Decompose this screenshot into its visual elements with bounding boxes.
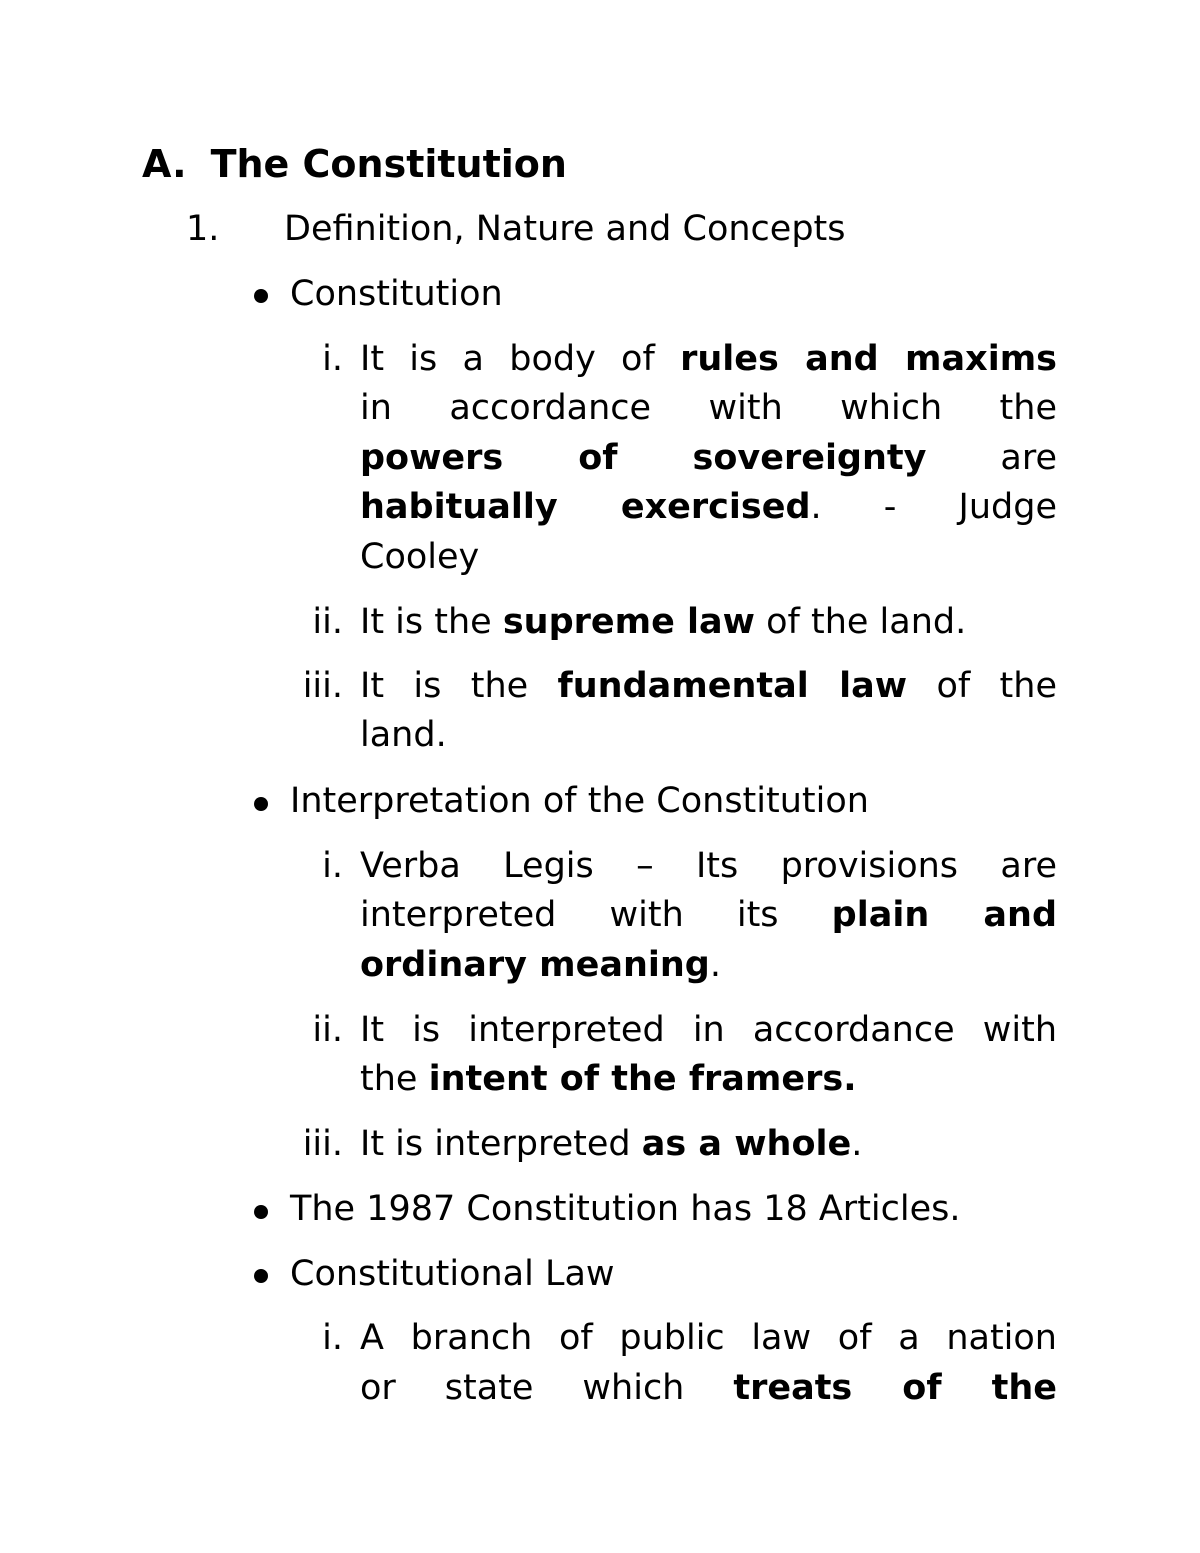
subsection-title: Definition, Nature and Concepts — [284, 209, 846, 249]
list-item-line: the intent of the framers. — [360, 1059, 857, 1099]
list-item-line: It is interpreted as a whole. — [360, 1124, 863, 1164]
list-item-line: It is the fundamental law of the — [360, 666, 1057, 706]
bullet-dot — [254, 1269, 268, 1283]
list-item-line: land. — [360, 715, 447, 755]
list-item-line: in accordance with which the — [360, 388, 1057, 428]
section-letter: A. — [142, 142, 187, 186]
list-item-line: A branch of public law of a nation — [360, 1318, 1057, 1358]
list-item-line: Cooley — [360, 537, 480, 577]
list-item-line: It is the supreme law of the land. — [360, 602, 967, 642]
list-item-line: Verba Legis – Its provisions are — [360, 846, 1057, 886]
list-item-line: habitually exercised. - Judge — [360, 487, 1057, 527]
bullet-dot — [254, 797, 268, 811]
list-item-line: or state which treats of the — [360, 1368, 1057, 1408]
list-item-line: It is interpreted in accordance with — [360, 1010, 1057, 1050]
bullet-dot — [254, 289, 268, 303]
list-item-line: powers of sovereignty are — [360, 438, 1057, 478]
item-marker: ii. — [312, 1010, 343, 1050]
item-marker: iii. — [302, 1124, 343, 1164]
section-heading — [142, 140, 567, 190]
bullet-interpretation: Interpretation of the Constitution — [290, 781, 869, 821]
bullet-dot — [254, 1205, 268, 1219]
list-item-line: interpreted with its plain and — [360, 895, 1057, 935]
item-marker: i. — [322, 846, 343, 886]
bullet-constitution: Constitution — [290, 274, 503, 314]
list-item-line: ordinary meaning. — [360, 945, 722, 985]
bullet-articles: The 1987 Constitution has 18 Articles. — [290, 1189, 961, 1229]
list-item-line: It is a body of rules and maxims — [360, 339, 1057, 379]
item-marker: i. — [322, 1318, 343, 1358]
bullet-constitutional-law: Constitutional Law — [290, 1254, 615, 1294]
item-marker: ii. — [312, 602, 343, 642]
subsection-number: 1. — [186, 209, 220, 249]
section-title: The Constitution — [210, 142, 567, 186]
item-marker: iii. — [302, 666, 343, 706]
item-marker: i. — [322, 339, 343, 379]
